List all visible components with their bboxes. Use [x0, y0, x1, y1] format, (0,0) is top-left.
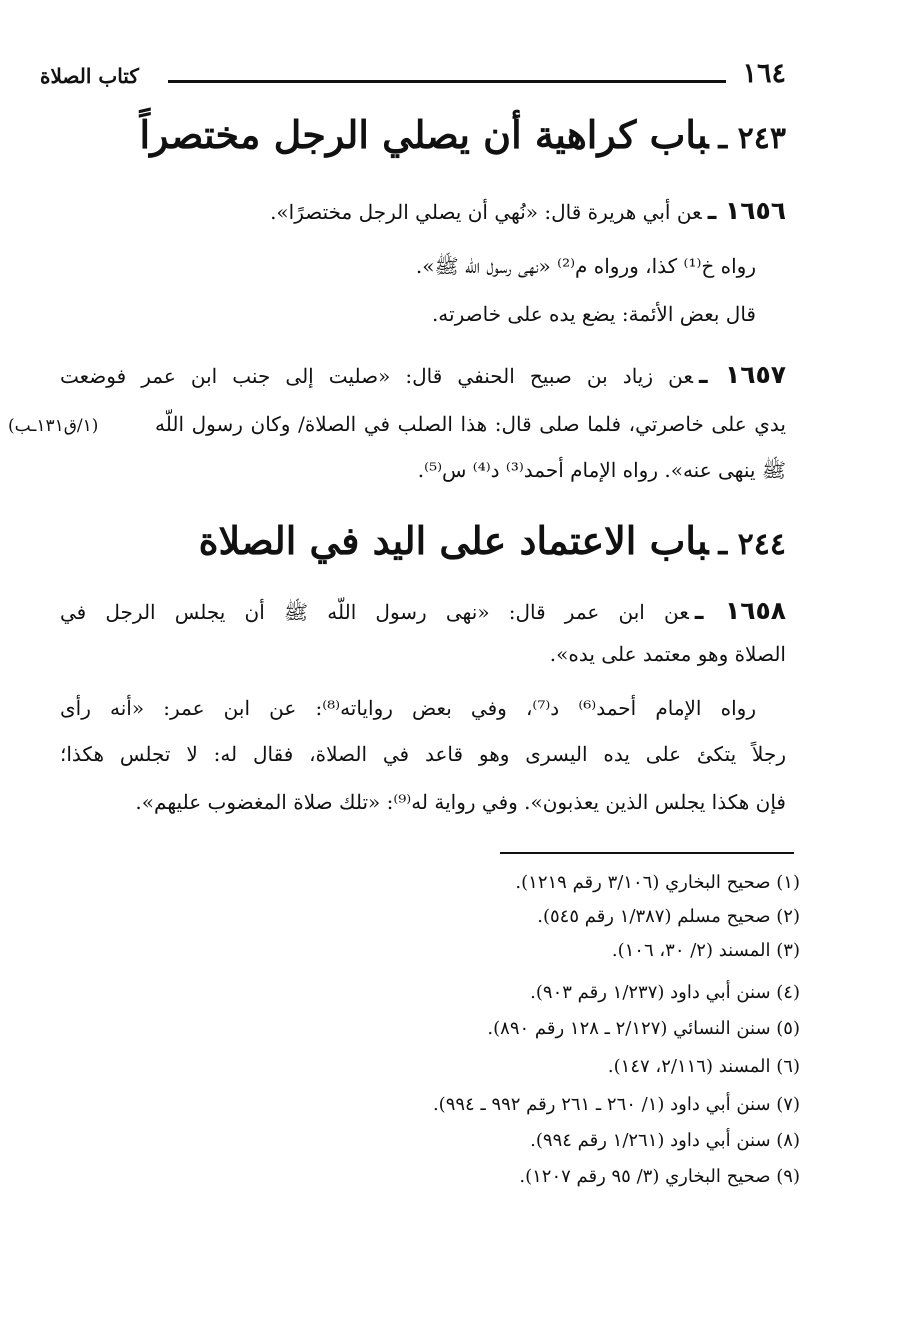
- chapter-number: ٢٤٤ ـ: [718, 527, 786, 562]
- hadith-1656-line-3: قال بعض الأئمة: يضع يده على خاصرته.: [431, 302, 756, 326]
- chapter-title: باب كراهية أن يصلي الرجل مختصراً: [139, 112, 709, 157]
- footnote-5: (٥) سنن النسائي (٢/١٢٧ ـ ١٢٨ رقم ٨٩٠).: [487, 1018, 800, 1039]
- header-rule: [168, 80, 726, 83]
- hadith-1658-line-4: رجلاً يتكئ على يده اليسرى وهو قاعد في الصلاة، فقال له: لا تجلس هكذا؛: [60, 742, 786, 766]
- footnote-9: (٩) صحيح البخاري (٣/ ٩٥ رقم ١٢٠٧).: [519, 1166, 800, 1187]
- hadith-1658-line-5: فإن هكذا يجلس الذين يعذبون». وفي رواية له⁽⁹⁾: «تلك صلاة المغضوب عليهم».: [135, 790, 786, 814]
- footnote-7: (٧) سنن أبي داود (١/ ٢٦٠ ـ ٢٦١ رقم ٩٩٢ ـ ٩٩٤).: [432, 1094, 800, 1115]
- book-title: كتاب الصلاة: [40, 64, 139, 88]
- hadith-text: عن زياد بن صبيح الحنفي قال: «صليت إلى جنب ابن عمر فوضعت: [60, 364, 693, 388]
- hadith-text: عن أبي هريرة قال: «نُهي أن يصلي الرجل مختصرًا».: [270, 200, 702, 224]
- chapter-heading-243: [100, 112, 786, 157]
- hadith-1657-line-3: ﷺ ينهى عنه». رواه الإمام أحمد⁽³⁾ د⁽⁴⁾ س⁽⁵⁾.: [417, 458, 786, 482]
- footnote-separator: [500, 852, 794, 854]
- hadith-1657-line-1: [60, 360, 786, 389]
- footnote-1: (١) صحيح البخاري (٣/١٠٦ رقم ١٢١٩).: [515, 872, 800, 893]
- manuscript-margin-note: (١/ق١٣١ـب): [8, 416, 99, 436]
- hadith-number: ١٦٥٨ ـ: [694, 596, 787, 625]
- hadith-text: عن ابن عمر قال: «نهى رسول اللّه ﷺ أن يجلس الرجل في: [60, 600, 689, 624]
- hadith-1656-line-2: رواه خ⁽¹⁾ كذا، ورواه م⁽²⁾ «نهى رسول اللّه ﷺ».: [415, 254, 756, 278]
- chapter-title: باب الاعتماد على اليد في الصلاة: [198, 518, 709, 563]
- footnote-6: (٦) المسند (٢/١١٦، ١٤٧).: [607, 1056, 800, 1077]
- footnote-4: (٤) سنن أبي داود (١/٢٣٧ رقم ٩٠٣).: [530, 982, 800, 1003]
- footnote-2: (٢) صحيح مسلم (١/٣٨٧ رقم ٥٤٥).: [537, 906, 800, 927]
- hadith-number: ١٦٥٧ ـ: [698, 360, 786, 389]
- footnote-8: (٨) سنن أبي داود (١/٢٦١ رقم ٩٩٤).: [530, 1130, 800, 1151]
- hadith-number: ١٦٥٦ ـ: [707, 196, 786, 225]
- page-number: ١٦٤: [742, 58, 786, 89]
- hadith-1658-line-2: الصلاة وهو معتمد على يده».: [549, 642, 786, 666]
- running-header: [40, 58, 786, 98]
- hadith-1658-line-3: رواه الإمام أحمد⁽⁶⁾ د⁽⁷⁾، وفي بعض رواياته⁽⁸⁾: عن ابن عمر: «أنه رأى: [60, 696, 756, 720]
- hadith-1656-line-1: [60, 196, 786, 225]
- chapter-number: ٢٤٣ ـ: [718, 121, 786, 156]
- chapter-heading-244: [100, 518, 786, 563]
- hadith-1658-line-1: [60, 596, 786, 629]
- hadith-1657-line-2: يدي على خاصرتي، فلما صلى قال: هذا الصلب في الصلاة/ وكان رسول اللّه: [155, 412, 786, 436]
- footnote-3: (٣) المسند (٢/ ٣٠، ١٠٦).: [611, 940, 800, 961]
